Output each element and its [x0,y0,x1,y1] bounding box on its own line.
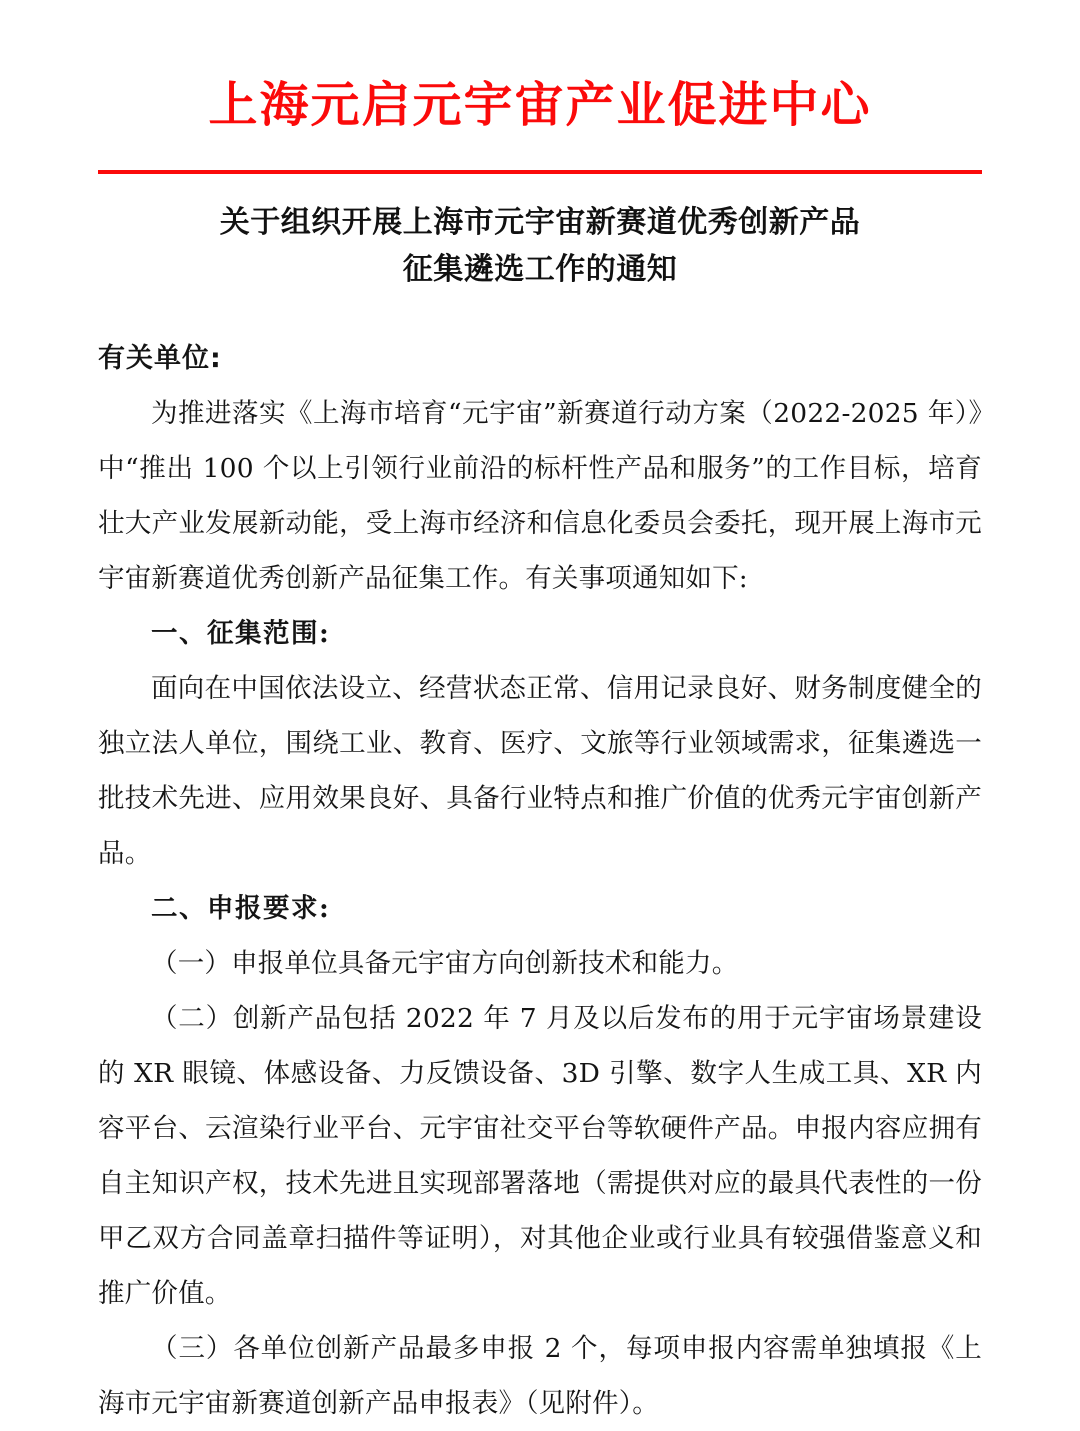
page-title [98,200,982,293]
letterhead-organization-name: 上海元启元宇宙产业促进中心 [208,77,872,133]
paragraph-requirement-1: （一）申报单位具备元宇宙方向创新技术和能力。 [151,948,739,980]
section-heading-requirements: 二、申报要求: [151,893,331,925]
document-body [98,331,982,1431]
paragraph-scope-body: 面向在中国依法设立、经营状态正常、信用记录良好、财务制度健全的独立法人单位，围绕工业、教育、医疗、文旅等行业领域需求，征集遴选一批技术先进、应用效果良好、具备行业特点和推广价值的优秀元宇宙创新产品。 [98,673,982,870]
letterhead [98,0,982,174]
page-title-line-1: 关于组织开展上海市元宇宙新赛道优秀创新产品 [219,205,861,241]
paragraph-requirement-3: （三）各单位创新产品最多申报 2 个，每项申报内容需单独填报《上海市元宇宙新赛道创新产品申报表》（见附件）。 [98,1333,982,1420]
paragraph-intro: 为推进落实《上海市培育“元宇宙”新赛道行动方案（2022-2025 年）》中“推出 100 个以上引领行业前沿的标杆性产品和服务”的工作目标，培育壮大产业发展新动能，受上海市经济和信息化委员会委托，现开展上海市元宇宙新赛道优秀创新产品征集工作。有关事项通知如下: [98,398,982,595]
letterhead-red-rule [98,170,982,174]
salutation: 有关单位: [98,343,222,375]
section-heading-scope: 一、征集范围: [151,618,331,650]
paragraph-requirement-2: （二）创新产品包括 2022 年 7 月及以后发布的用于元宇宙场景建设的 XR 眼镜、体感设备、力反馈设备、3D 引擎、数字人生成工具、XR 内容平台、云渲染行业平台、元宇宙社交平台等软硬件产品。申报内容应拥有自主知识产权，技术先进且实现部署落地（需提供对应的最具代表性的一份甲乙双方合同盖章扫描件等证明），对其他企业或行业具有较强借鉴意义和推广价值。 [98,1003,982,1310]
page-title-line-2: 征集遴选工作的通知 [402,251,678,287]
